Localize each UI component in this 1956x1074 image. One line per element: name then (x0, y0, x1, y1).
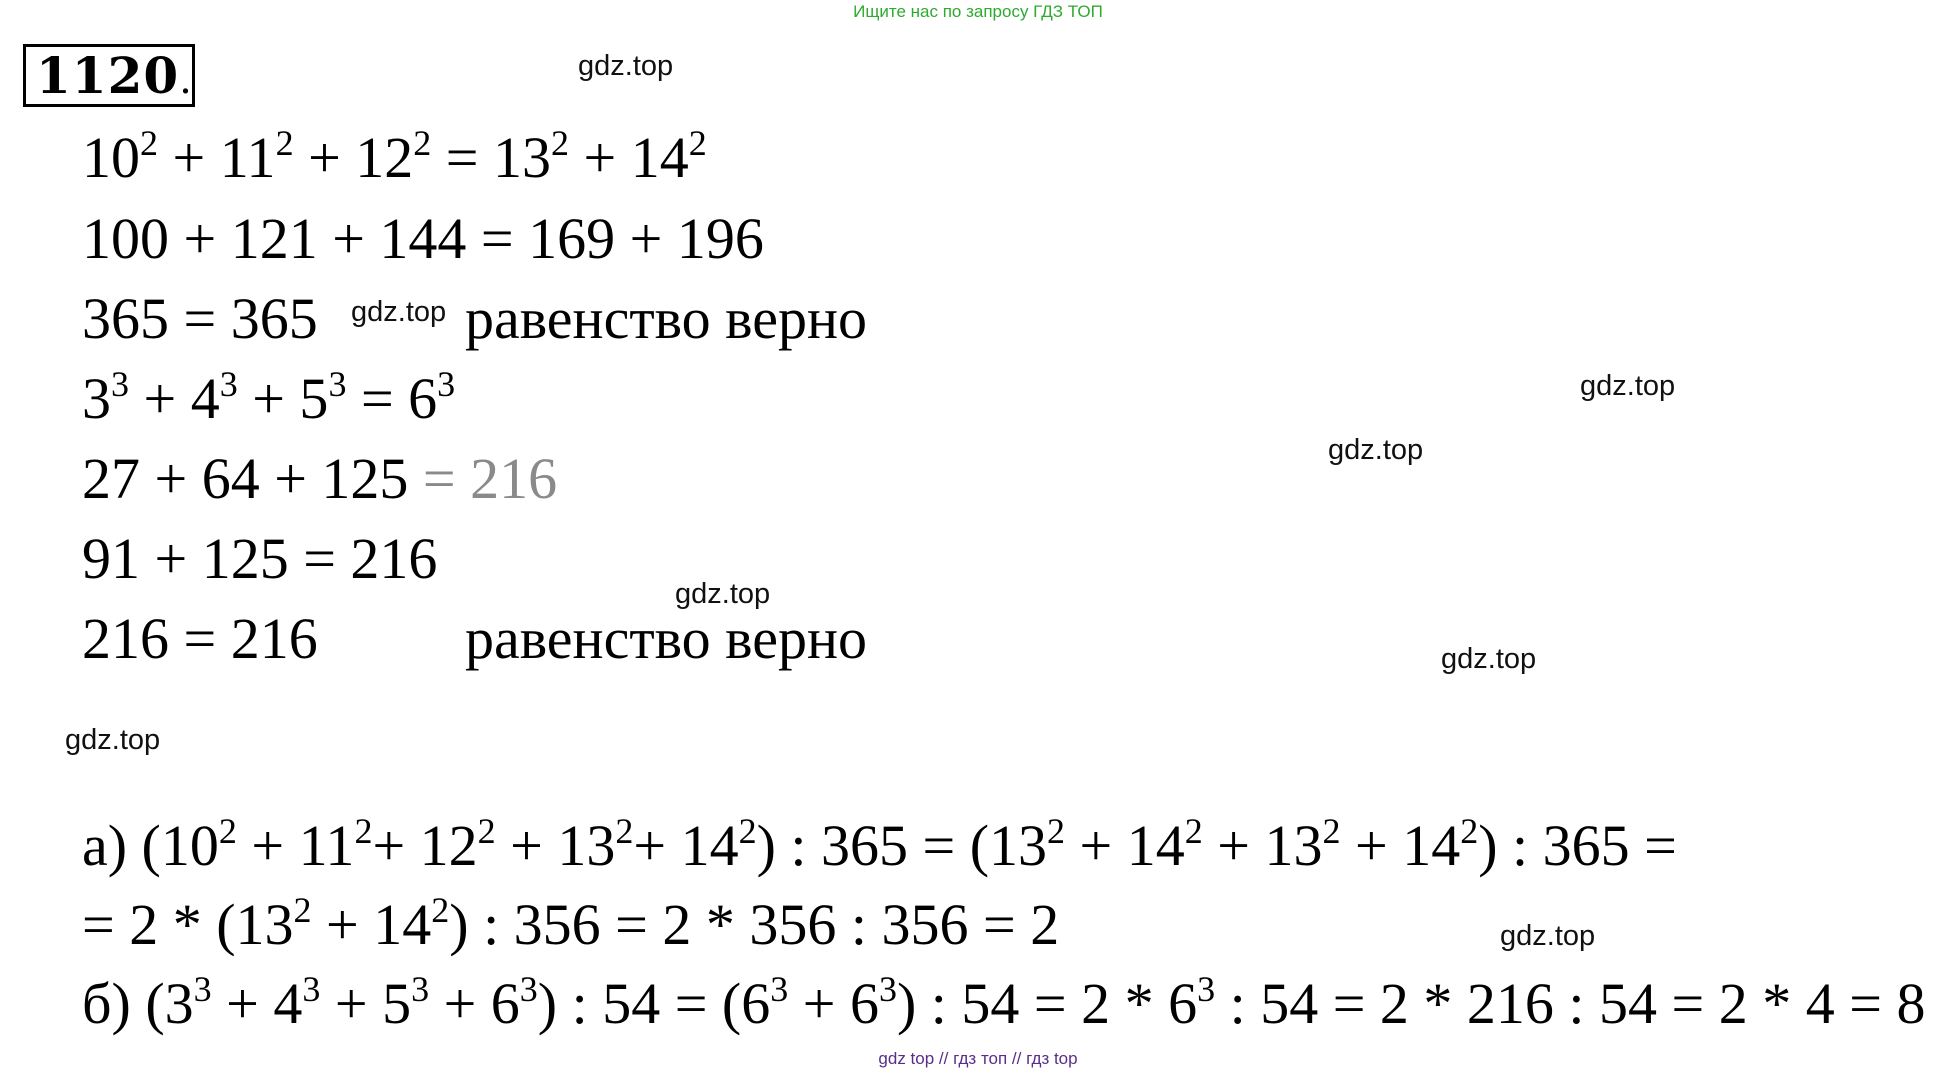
watermark: gdz.top (1580, 370, 1676, 402)
watermark: gdz.top (65, 724, 161, 756)
watermark: gdz.top (1500, 920, 1596, 952)
watermark: gdz.top (578, 50, 674, 82)
watermark: gdz.top (1328, 434, 1424, 466)
footer-credit: gdz top // гдз топ // гдз top (878, 1049, 1078, 1068)
equation-line-4: $3^3 + 4^3 + 5^3 = 6^3$ (82, 364, 456, 431)
part-a-line-1: а) $(10^2 + 11^2+ 12^2 + 13^2+ 14^2)$ : $365 = (13^2 + 14^2 + 13^2 + 14^2)$ : 365 = (82, 811, 1677, 878)
equation-line-1: $10^2 + 11^2 + 12^2 = 13^2 + 14^2$ (82, 123, 707, 190)
equation-line-2: 100 + 121 + 144 = 169 + 196 (82, 206, 764, 271)
equation-line-5: 27 + 64 + 125 = 216 (82, 446, 558, 511)
equation-line-6: 91 + 125 = 216 (82, 526, 438, 591)
problem-number-box (23, 44, 195, 107)
problem-number-dot: . (179, 57, 193, 103)
equation-line-7: 216 = 216 (82, 606, 318, 671)
problem-number: 1120 (36, 46, 180, 105)
part-a-line-2: = $2 * (13^2 + 14^2)$ : 356 = 2 * 356 : 356 = 2 (82, 890, 1060, 957)
watermark: gdz.top (675, 578, 771, 610)
watermark: gdz.top (1441, 643, 1537, 675)
top-banner: Ищите нас по запросу ГДЗ ТОП (853, 2, 1103, 21)
equation-line-3: 365 = 365 (82, 286, 318, 351)
watermark: gdz.top (351, 296, 447, 328)
equality-note-2: равенство верно (465, 606, 867, 671)
part-b-line: б) $(3^3 + 4^3 + 5^3 + 6^3)$ : $54 = (6^3 + 6^3)$ : $54 = 2 * 6^3$ : 54 = 2 * 216 : 54 = 2 * 4 = 8 (82, 969, 1926, 1036)
equality-note-1: равенство верно (465, 286, 867, 351)
